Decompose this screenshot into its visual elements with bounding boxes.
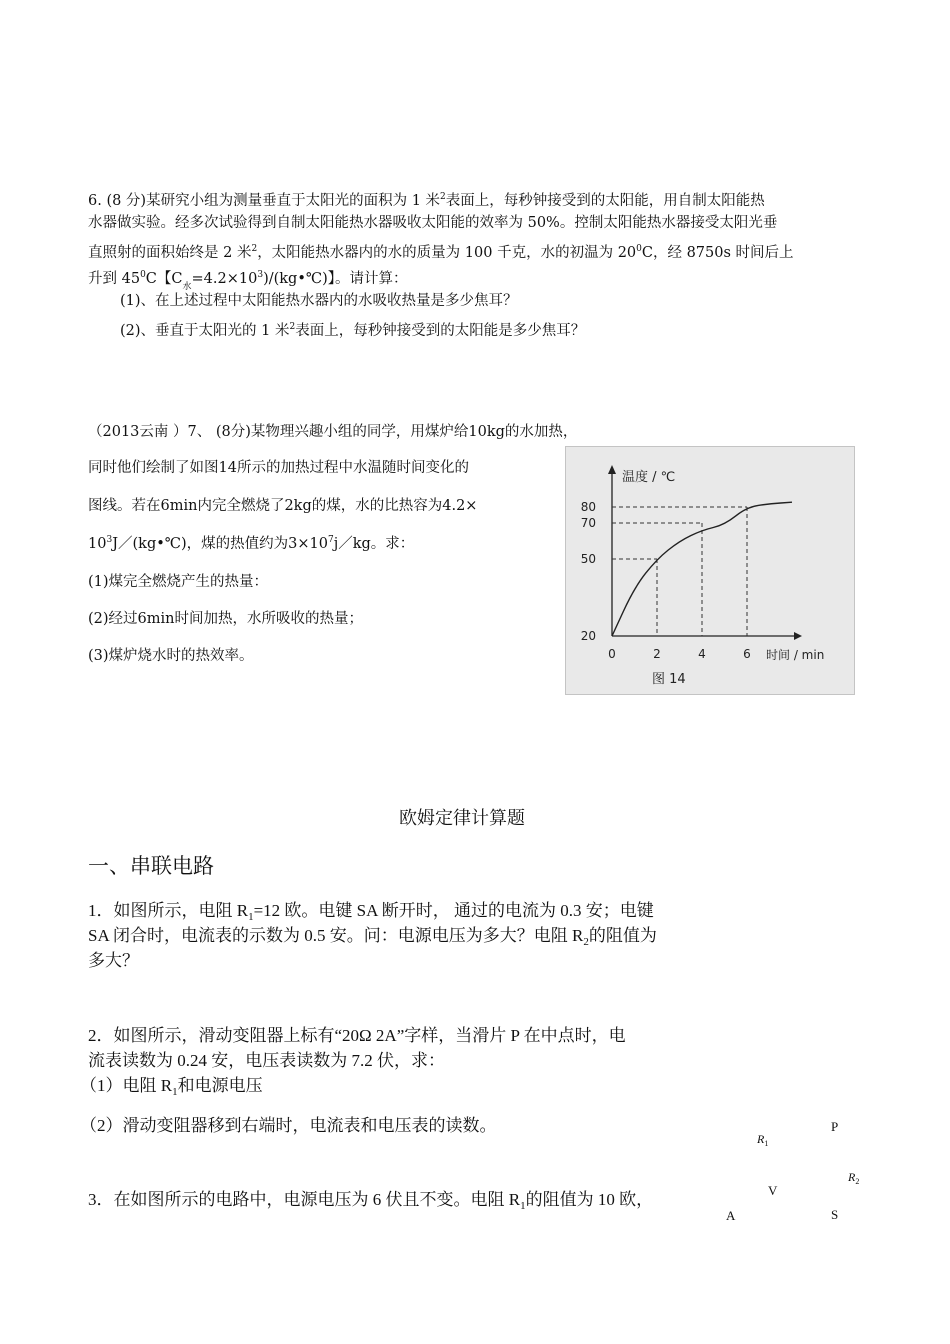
- problem-6-question-2: (2)、垂直于太阳光的 1 米$^2$表面上，每秒钟接受到的太阳能是多少焦耳？: [120, 322, 586, 339]
- problem-6-line-1: 6. (8 分)某研究小组为测量垂直于太阳光的面积为 1 米$^2$表面上，每秒钟接受到的太阳能，用自制太阳能热: [88, 192, 765, 209]
- ohm-problem-1-line-2: SA 闭合时，电流表的示数为 0.5 安。问：电源电压为多大？电阻 $R_2$的阻值为: [88, 926, 657, 948]
- y-tick-label-80: 80: [580, 500, 596, 514]
- problem-7-question-2: (2)经过6min时间加热，水所吸收的热量；: [88, 611, 363, 627]
- problem-7-question-1: (1)煤完全燃烧产生的热量：: [88, 574, 269, 590]
- ohm-problem-2-question-2: （2）滑动变阻器移到右端时，电流表和电压表的读数。: [80, 1116, 497, 1135]
- problem-7-line-3: 图线。若在6min内完全燃烧了2kg的煤，水的比热容为4.2×: [88, 498, 478, 514]
- x-tick-label-0: 0: [608, 647, 616, 661]
- ohm-problem-2-line-2: 流表读数为 0.24 安，电压表读数为 7.2 伏，求：: [88, 1051, 445, 1070]
- ohm-problem-2-question-1: （1）电阻 $R_1$和电源电压: [80, 1076, 263, 1098]
- x-tick-label-6: 6: [743, 647, 751, 661]
- circuit-label-switch: S: [831, 1207, 839, 1222]
- problem-7-line-4: $10^3J/(kg•℃)$，煤的热值约为$3\times 10^7j/kg$。求：: [88, 535, 415, 552]
- x-tick-label-2: 2: [653, 647, 661, 661]
- ohm-problem-2-line-1: 2．如图所示，滑动变阻器上标有“20Ω 2A”字样，当滑片 P 在中点时，电: [88, 1026, 626, 1045]
- circuit-label-ammeter: A: [726, 1208, 736, 1223]
- section-heading: 一、串联电路: [88, 854, 214, 878]
- ohm-problem-3-line-1: 3．在如图所示的电路中，电源电压为 6 伏且不变。电阻 $R_1$的阻值为 10 欧，: [88, 1190, 654, 1212]
- chart-title: 图 14: [652, 672, 686, 687]
- x-axis-arrow: [794, 632, 802, 640]
- section-title: 欧姆定律计算题: [399, 808, 525, 829]
- figure-14-chart: [565, 446, 855, 695]
- y-tick-label-50: 50: [580, 552, 596, 566]
- circuit-label-voltmeter: V: [768, 1183, 778, 1198]
- temperature-time-graph: [566, 447, 854, 694]
- y-tick-label-70: 70: [580, 516, 596, 530]
- circuit-label-r1: $R_1$: [757, 1132, 769, 1148]
- problem-6-line-3: 直照射的面积始终是 2 米$^2$，太阳能热水器内的水的质量为 100 千克，水的初温为 $20^0C$，经 8750s 时间后上: [88, 244, 794, 261]
- problem-7-line-2: 同时他们绘制了如图14所示的加热过程中水温随时间变化的: [88, 460, 469, 476]
- problem-7-line-1: （2013云南 ）7、 (8分)某物理兴趣小组的同学，用煤炉给10kg的水加热，: [88, 424, 578, 440]
- problem-7-question-3: (3)煤炉烧水时的热效率。: [88, 648, 254, 664]
- circuit-label-r2: $R_2$: [848, 1170, 860, 1186]
- y-tick-label-20: 20: [580, 629, 596, 643]
- problem-6-line-4: 升到 $45^0C$【$C_水=4.2\times 10^3)/(kg•℃)$】。请计算：: [88, 270, 408, 292]
- ohm-problem-1-line-3: 多大？: [88, 951, 139, 970]
- problem-6-line-2: 水器做实验。经多次试验得到自制太阳能热水器吸收太阳能的效率为 50%。控制太阳能热水器接受太阳光垂: [88, 215, 778, 231]
- problem-6-question-1: (1)、在上述过程中太阳能热水器内的水吸收热量是多少焦耳？: [120, 293, 518, 309]
- y-axis-arrow: [608, 465, 616, 474]
- x-tick-label-4: 4: [698, 647, 706, 661]
- y-axis-label: 温度 / ℃: [622, 470, 676, 485]
- circuit-label-p: P: [831, 1119, 839, 1134]
- ohm-problem-1-line-1: 1．如图所示，电阻 $R_1=12$ 欧。电键 SA 断开时， 通过的电流为 0.3 安；电键: [88, 901, 654, 923]
- x-axis-label: 时间 / min: [766, 648, 825, 662]
